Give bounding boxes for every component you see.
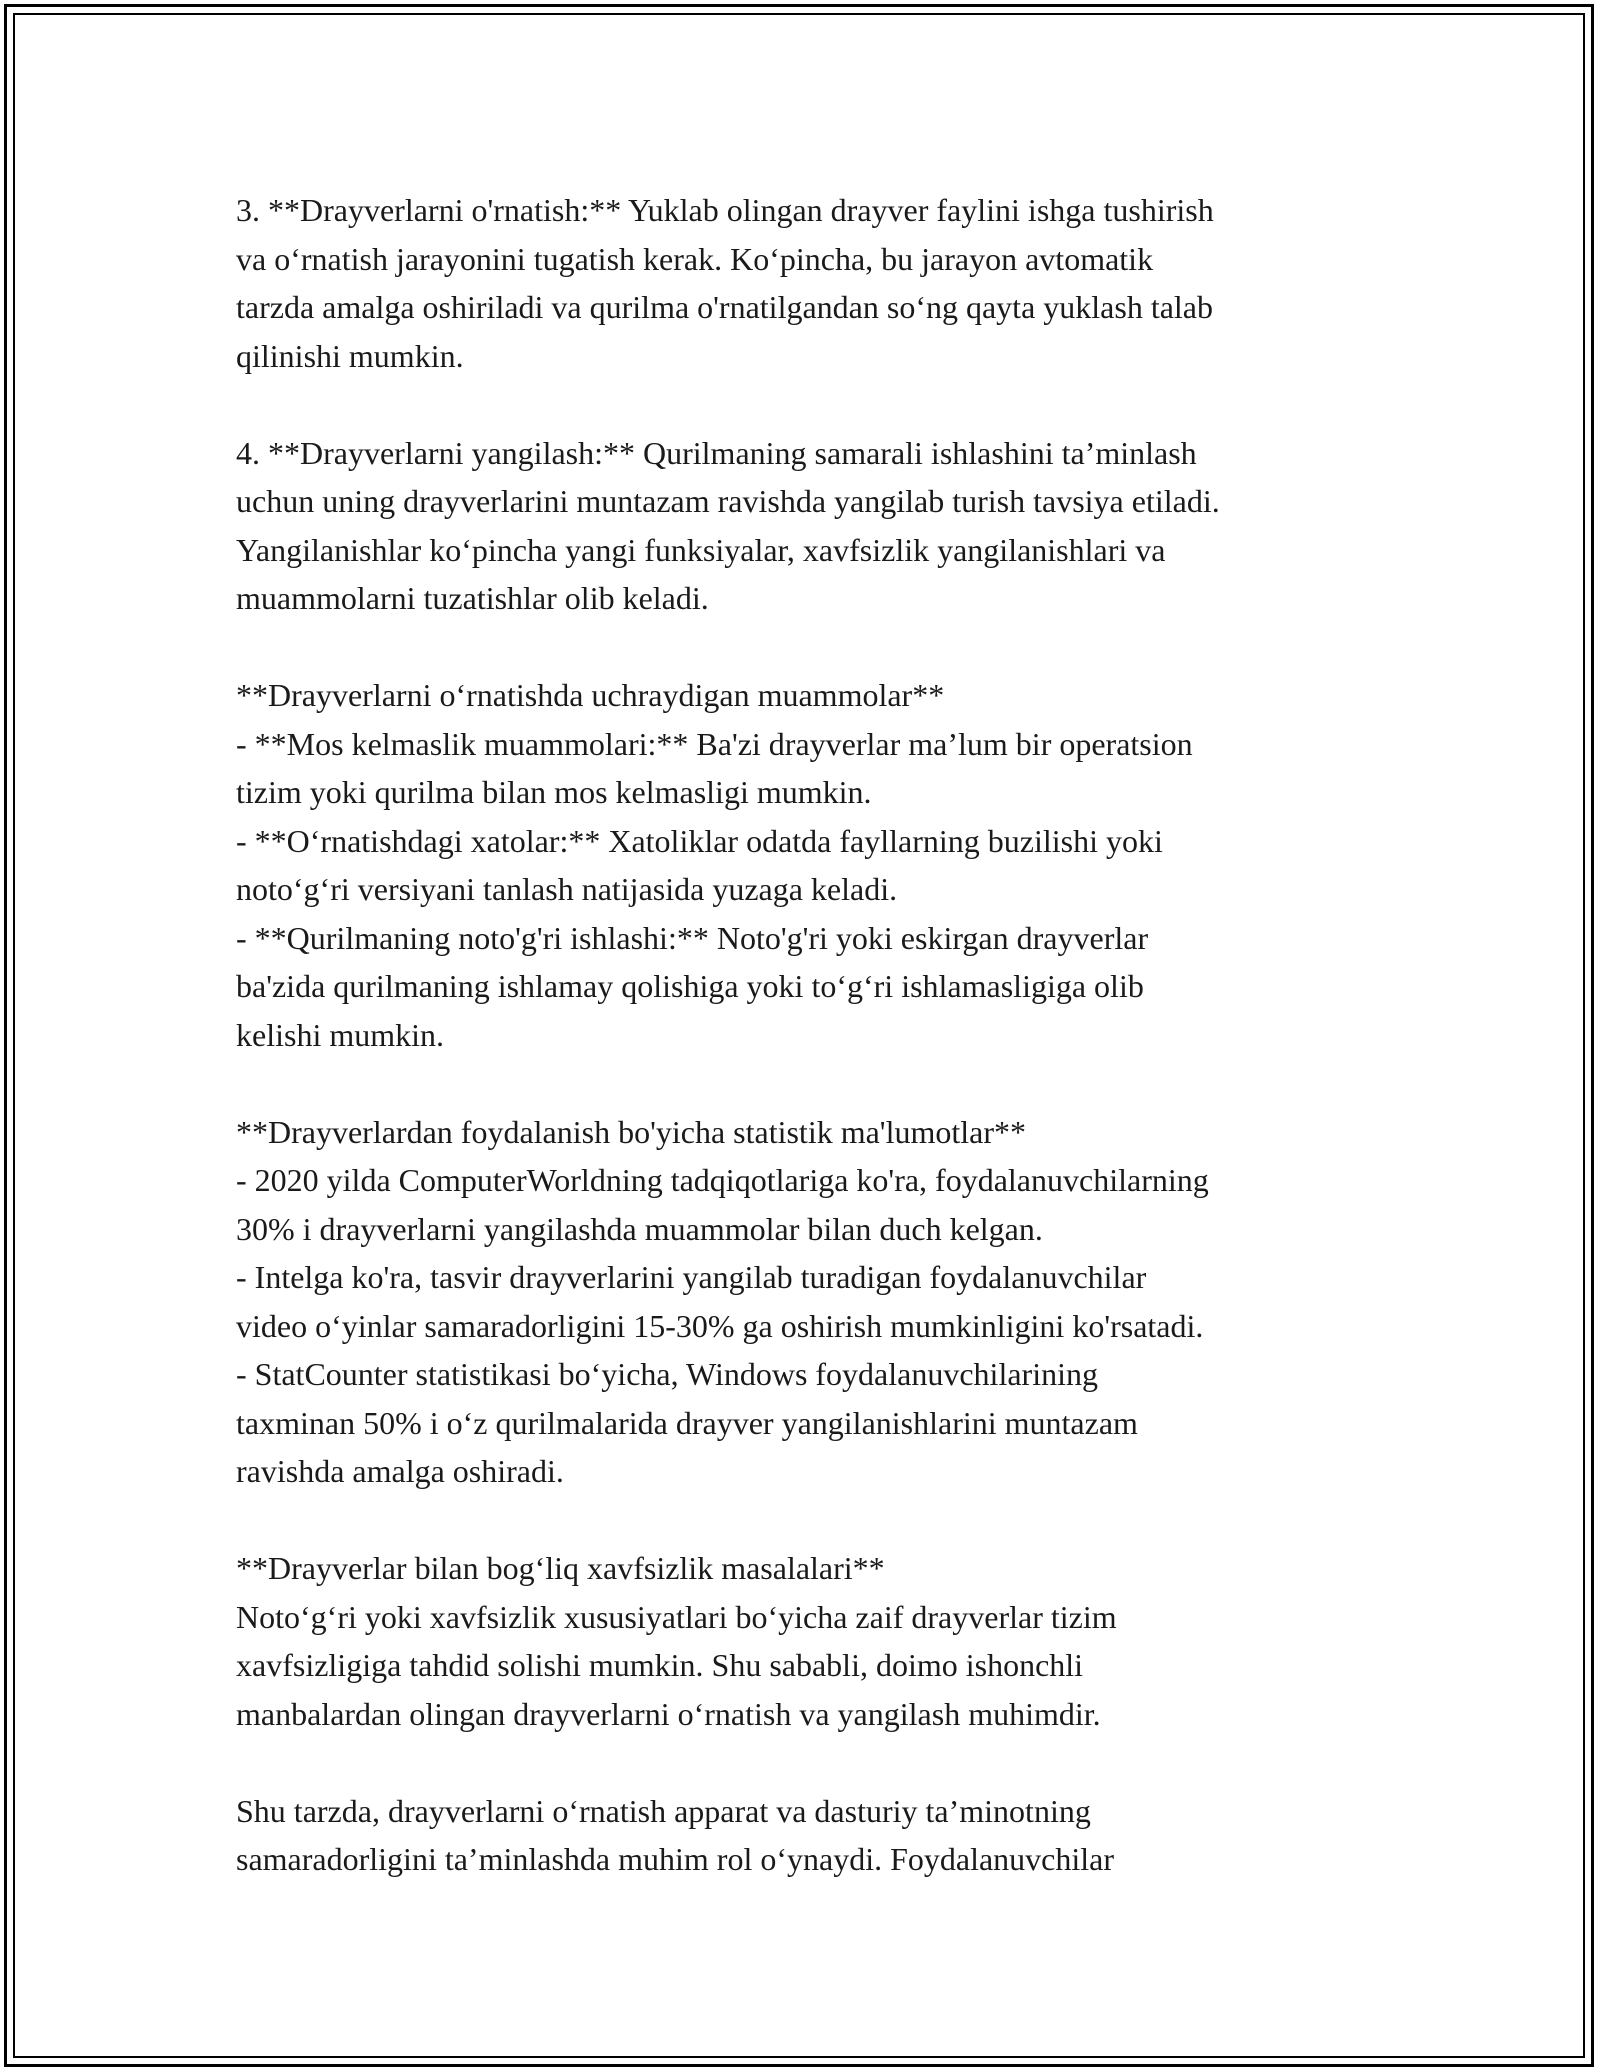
paragraph-spacer (236, 1059, 1386, 1108)
list-item: - **O‘rnatishdagi xatolar:** Xatoliklar odatda fayllarning buzilishi yoki (236, 822, 1163, 859)
text-line: taxminan 50% i o‘z qurilmalarida drayver yangilanishlarini muntazam (236, 1404, 1138, 1441)
paragraph-spacer (236, 380, 1386, 429)
text-line: noto‘g‘ri versiyani tanlash natijasida yuzaga keladi. (236, 871, 898, 907)
text-line: video o‘yinlar samaradorligini 15-30% ga oshirish mumkinligini ko'rsatadi. (236, 1307, 1204, 1344)
section-heading: **Drayverlarni o‘rnatishda uchraydigan muammolar** (236, 677, 945, 713)
document-body (236, 186, 1386, 1884)
list-item: - Intelga ko'ra, tasvir drayverlarini yangilab turadigan foydalanuvchilar (236, 1259, 1147, 1295)
paragraph-conclusion (236, 1787, 1386, 1884)
paragraph-spacer (236, 1738, 1386, 1787)
text-line: tizim yoki qurilma bilan mos kelmasligi mumkin. (236, 774, 872, 810)
text-line: kelishi mumkin. (236, 1016, 444, 1053)
paragraph-security (236, 1544, 1386, 1738)
text-line: xavfsizligiga tahdid solishi mumkin. Shu sababli, doimo ishonchli (236, 1647, 1084, 1683)
paragraph-driver-install (236, 186, 1386, 380)
text-line: 30% i drayverlarni yangilashda muammolar bilan duch kelgan. (236, 1210, 1043, 1247)
section-heading: **Drayverlar bilan bog‘liq xavfsizlik masalalari** (236, 1550, 885, 1586)
text-line: ba'zida qurilmaning ishlamay qolishiga yoki to‘g‘ri ishlamasligiga olib (236, 968, 1144, 1004)
text-line: va o‘rnatish jarayonini tugatish kerak. Ko‘pincha, bu jarayon avtomatik (236, 240, 1154, 277)
text-line: samaradorligini ta’minlashda muhim rol o‘ynaydi. Foydalanuvchilar (236, 1841, 1115, 1877)
text-line: qilinishi mumkin. (236, 337, 464, 374)
list-item: - 2020 yilda ComputerWorldning tadqiqotlariga ko'ra, foydalanuvchilarning (236, 1162, 1209, 1198)
paragraph-statistics (236, 1108, 1386, 1496)
paragraph-install-problems (236, 671, 1386, 1059)
paragraph-spacer (236, 1496, 1386, 1545)
text-line: uchun uning drayverlarini muntazam ravishda yangilab turish tavsiya etiladi. (236, 483, 1220, 519)
text-line: tarzda amalga oshiriladi va qurilma o'rnatilgandan so‘ng qayta yuklash talab (236, 289, 1213, 325)
text-line: ravishda amalga oshiradi. (236, 1453, 564, 1489)
paragraph-spacer (236, 623, 1386, 672)
text-line: Yangilanishlar ko‘pincha yangi funksiyalar, xavfsizlik yangilanishlari va (236, 531, 1166, 568)
list-item: - StatCounter statistikasi bo‘yicha, Windows foydalanuvchilarining (236, 1356, 1098, 1392)
text-line: Noto‘g‘ri yoki xavfsizlik xususiyatlari bo‘yicha zaif drayverlar tizim (236, 1598, 1117, 1635)
paragraph-driver-update (236, 429, 1386, 623)
list-item: - **Mos kelmaslik muammolari:** Ba'zi drayverlar ma’lum bir operatsion (236, 725, 1193, 762)
list-item: - **Qurilmaning noto'g'ri ishlashi:** Noto'g'ri yoki eskirgan drayverlar (236, 919, 1149, 956)
text-line: manbalardan olingan drayverlarni o‘rnatish va yangilash muhimdir. (236, 1695, 1101, 1732)
text-line: Shu tarzda, drayverlarni o‘rnatish apparat va dasturiy ta’minotning (236, 1792, 1091, 1829)
text-line: 4. **Drayverlarni yangilash:** Qurilmaning samarali ishlashini ta’minlash (236, 434, 1197, 471)
section-heading: **Drayverlardan foydalanish bo'yicha statistik ma'lumotlar** (236, 1113, 1026, 1150)
text-line: 3. **Drayverlarni o'rnatish:** Yuklab olingan drayver faylini ishga tushirish (236, 192, 1214, 228)
text-line: muammolarni tuzatishlar olib keladi. (236, 580, 709, 616)
